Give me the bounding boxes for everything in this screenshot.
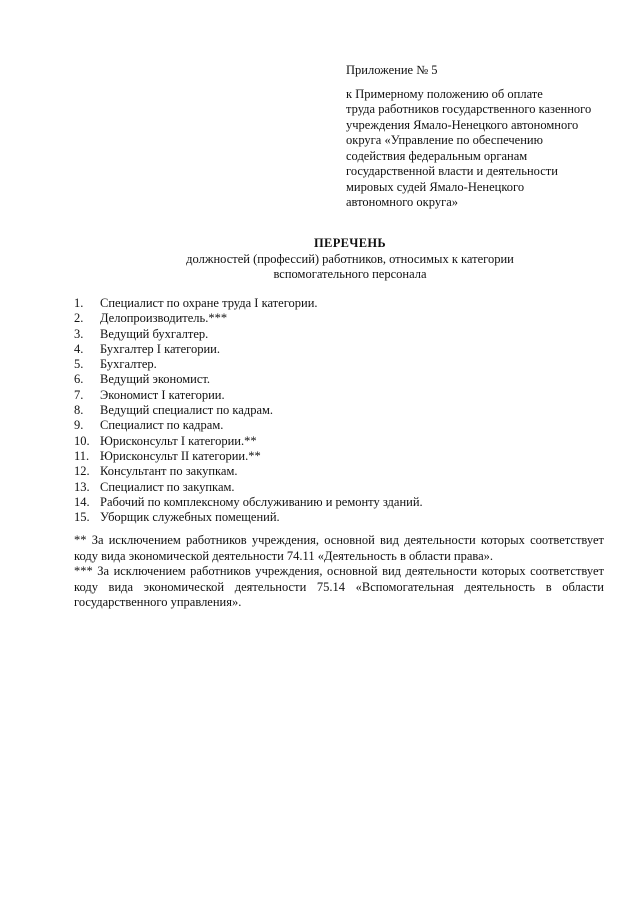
item-text: Экономист I категории. bbox=[100, 387, 225, 402]
item-text: Юрисконсульт II категории.** bbox=[100, 448, 261, 463]
appendix-line: учреждения Ямало-Ненецкого автономного bbox=[346, 117, 579, 132]
appendix-line: мировых судей Ямало-Ненецкого bbox=[346, 179, 525, 194]
appendix-block bbox=[346, 63, 606, 211]
item-text: Рабочий по комплексному обслуживанию и ремонту зданий. bbox=[100, 494, 423, 509]
item-number: 9. bbox=[74, 418, 84, 433]
item-text: Специалист по закупкам. bbox=[100, 479, 235, 494]
list-item bbox=[74, 434, 594, 449]
list-item bbox=[74, 327, 594, 342]
item-text: Уборщик служебных помещений. bbox=[100, 510, 280, 525]
list-item bbox=[74, 495, 594, 510]
item-number: 12. bbox=[74, 464, 90, 479]
appendix-title: Приложение № 5 bbox=[346, 63, 438, 77]
item-text: Юрисконсульт I категории.** bbox=[100, 433, 257, 448]
list-item bbox=[74, 510, 594, 525]
positions-list bbox=[74, 296, 594, 525]
item-number: 5. bbox=[74, 357, 84, 372]
item-text: Бухгалтер. bbox=[100, 357, 157, 372]
item-text: Ведущий экономист. bbox=[100, 372, 211, 387]
list-item bbox=[74, 311, 594, 326]
list-item bbox=[74, 388, 594, 403]
list-item bbox=[74, 464, 594, 479]
item-number: 8. bbox=[74, 403, 84, 418]
footnotes bbox=[74, 533, 604, 611]
item-number: 15. bbox=[74, 510, 90, 525]
item-text: Бухгалтер I категории. bbox=[100, 341, 221, 356]
appendix-line: содействия федеральным органам bbox=[346, 148, 528, 163]
item-text: Консультант по закупкам. bbox=[100, 464, 238, 479]
list-heading bbox=[120, 236, 580, 283]
item-number: 4. bbox=[74, 341, 84, 356]
footnote-triple-asterisk: *** За исключением работников учреждения, основной вид деятельности которых соответствует коду вида экономической деятельности 75.14 «Вспомогательная деятельность в области государственного управления». bbox=[74, 564, 604, 609]
item-text: Ведущий специалист по кадрам. bbox=[100, 403, 274, 418]
item-number: 13. bbox=[74, 479, 90, 494]
list-item bbox=[74, 372, 594, 387]
footnote-double-asterisk: ** За исключением работников учреждения, основной вид деятельности которых соответствует коду вида экономической деятельности 74.11 «Деятельность в области права». bbox=[74, 533, 604, 563]
appendix-line: труда работников государственного казенного bbox=[346, 102, 592, 116]
list-item bbox=[74, 418, 594, 433]
appendix-line: к Примерному положению об оплате bbox=[346, 86, 543, 101]
item-text: Специалист по охране труда I категории. bbox=[100, 296, 318, 310]
item-number: 2. bbox=[74, 311, 84, 326]
heading-subtitle-line: должностей (профессий) работников, относимых к категории bbox=[186, 251, 514, 266]
appendix-line: округа «Управление по обеспечению bbox=[346, 133, 543, 147]
heading-title: ПЕРЕЧЕНЬ bbox=[314, 236, 386, 250]
appendix-line: государственной власти и деятельности bbox=[346, 164, 558, 178]
item-number: 14. bbox=[74, 494, 90, 509]
item-number: 10. bbox=[74, 433, 90, 448]
item-text: Ведущий бухгалтер. bbox=[100, 326, 209, 341]
list-item bbox=[74, 296, 594, 311]
appendix-line: автономного округа» bbox=[346, 195, 459, 209]
item-number: 3. bbox=[74, 326, 84, 341]
list-item bbox=[74, 403, 594, 418]
list-item bbox=[74, 357, 594, 372]
list-item bbox=[74, 480, 594, 495]
item-number: 6. bbox=[74, 372, 84, 387]
item-number: 1. bbox=[74, 296, 84, 310]
item-number: 7. bbox=[74, 387, 84, 402]
item-number: 11. bbox=[74, 448, 90, 463]
list-item bbox=[74, 342, 594, 357]
item-text: Делопроизводитель.*** bbox=[100, 311, 228, 326]
heading-subtitle-line: вспомогательного персонала bbox=[273, 267, 427, 281]
item-text: Специалист по кадрам. bbox=[100, 418, 224, 433]
list-item bbox=[74, 449, 594, 464]
